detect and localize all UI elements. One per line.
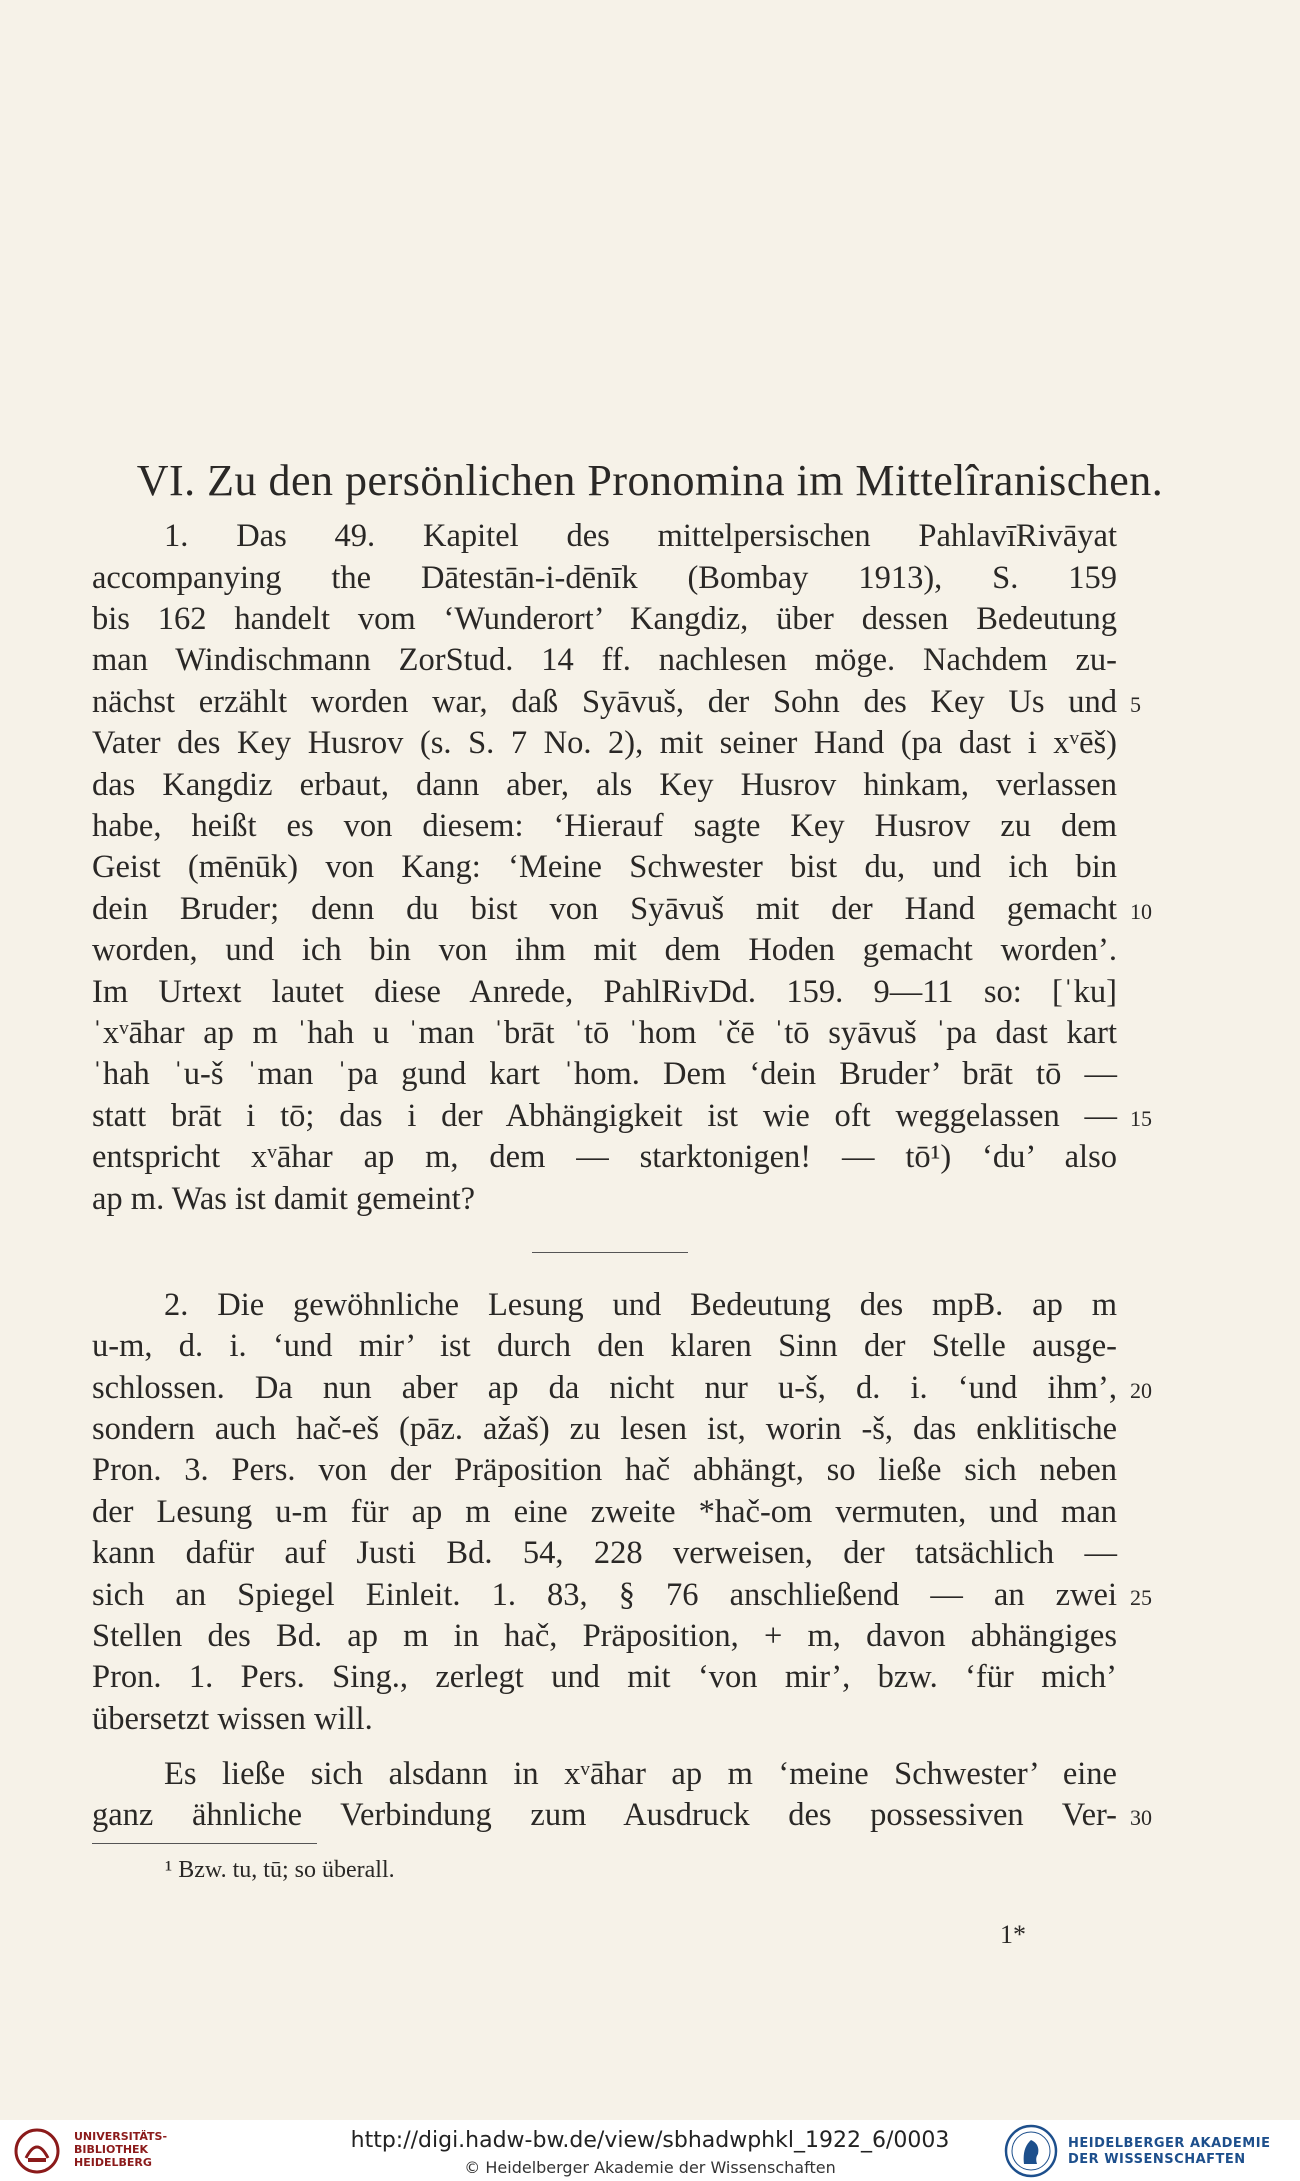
- signature-mark: 1*: [1000, 1920, 1026, 1949]
- text-line: nächst erzählt worden war, daß Syāvuš, der Sohn des Key Us und: [92, 684, 1117, 720]
- page-heading: VI. Zu den persönlichen Pronomina im Mittelîranischen.: [136, 456, 1164, 505]
- viewer-footer: [0, 2120, 1300, 2181]
- text-line: statt brāt i tō; das i der Abhängigkeit ist wie oft weggelassen —: [92, 1098, 1117, 1134]
- section-divider: [532, 1252, 688, 1253]
- text-line: sich an Spiegel Einleit. 1. 83, § 76 anschließend — an zwei: [92, 1577, 1117, 1613]
- text-line: das Kangdiz erbaut, dann aber, als Key Husrov hinkam, verlassen: [92, 767, 1117, 803]
- text-line: ap m. Was ist damit gemeint?: [92, 1181, 476, 1217]
- line-number: 30: [1130, 1805, 1152, 1830]
- text-line: der Lesung u-m für ap m eine zweite *hač-om vermuten, und man: [92, 1494, 1117, 1530]
- line-number: 10: [1130, 899, 1152, 924]
- text-line: schlossen. Da nun aber ap da nicht nur u-š, d. i. ‘und ihm’,: [92, 1370, 1117, 1406]
- text-line: Vater des Key Husrov (s. S. 7 No. 2), mit seiner Hand (pa dast i xᵛēš): [92, 725, 1117, 761]
- university-library-name: UNIVERSITÄTS- BIBLIOTHEK HEIDELBERG: [74, 2130, 168, 2169]
- copyright-text: © Heidelberger Akademie der Wissenschaften: [464, 2158, 836, 2177]
- text-line: kann dafür auf Justi Bd. 54, 228 verweisen, der tatsächlich —: [92, 1535, 1117, 1571]
- text-line: man Windischmann ZorStud. 14 ff. nachlesen möge. Nachdem zu-: [92, 642, 1117, 678]
- text-line: ganz ähnliche Verbindung zum Ausdruck des possessiven Ver-: [92, 1797, 1117, 1833]
- text-line: Im Urtext lautet diese Anrede, PahlRivDd. 159. 9—11 so: [ˈku]: [92, 974, 1117, 1010]
- text-line: u-m, d. i. ‘und mir’ ist durch den klaren Sinn der Stelle ausge-: [92, 1328, 1117, 1364]
- line-number: 25: [1130, 1585, 1152, 1610]
- text-line: 2. Die gewöhnliche Lesung und Bedeutung des mpB. ap m: [164, 1287, 1117, 1323]
- text-line: dein Bruder; denn du bist von Syāvuš mit der Hand gemacht: [92, 891, 1117, 927]
- academy-seal-icon: [1004, 2124, 1058, 2178]
- text-line: sondern auch hač-eš (pāz. ažaš) zu lesen ist, worin -š, das enklitische: [92, 1411, 1117, 1447]
- line-number: 20: [1130, 1378, 1152, 1403]
- text-line: Pron. 3. Pers. von der Präposition hač abhängt, so ließe sich neben: [92, 1452, 1117, 1488]
- text-line: habe, heißt es von diesem: ‘Hierauf sagte Key Husrov zu dem: [92, 808, 1117, 844]
- line-number: 15: [1130, 1106, 1152, 1131]
- text-line: bis 162 handelt vom ‘Wunderort’ Kangdiz, über dessen Bedeutung: [92, 601, 1117, 637]
- line-number: 5: [1130, 692, 1141, 717]
- academy-name: HEIDELBERGER AKADEMIE DER WISSENSCHAFTEN: [1068, 2136, 1271, 2167]
- text-line: ˈxᵛāhar ap m ˈhah u ˈman ˈbrāt ˈtō ˈhom ˈčē ˈtō syāvuš ˈpa dast kart: [92, 1015, 1117, 1051]
- text-line: 1. Das 49. Kapitel des mittelpersischen PahlavīRivāyat: [164, 518, 1117, 554]
- text-line: worden, und ich bin von ihm mit dem Hoden gemacht worden’.: [92, 932, 1117, 968]
- text-line: übersetzt wissen will.: [92, 1701, 373, 1737]
- text-line: Pron. 1. Pers. Sing., zerlegt und mit ‘von mir’, bzw. ‘für mich’: [92, 1659, 1117, 1695]
- text-line: Geist (mēnūk) von Kang: ‘Meine Schwester bist du, und ich bin: [92, 849, 1117, 885]
- page-url-link[interactable]: http://digi.hadw-bw.de/view/sbhadwphkl_1922_6/0003: [350, 2128, 950, 2153]
- text-line: entspricht xᵛāhar ap m, dem — starktonigen! — tō¹) ‘du’ also: [92, 1139, 1117, 1175]
- text-line: accompanying the Dātestān-i-dēnīk (Bombay 1913), S. 159: [92, 560, 1117, 596]
- text-line: Es ließe sich alsdann in xᵛāhar ap m ‘meine Schwester’ eine: [164, 1756, 1117, 1792]
- text-line: Stellen des Bd. ap m in hač, Präposition, + m, davon abhängiges: [92, 1618, 1117, 1654]
- footnote: ¹ Bzw. tu, tū; so überall.: [165, 1857, 395, 1883]
- text-line: ˈhah ˈu-š ˈman ˈpa gund kart ˈhom. Dem ‘dein Bruder’ brāt tō —: [92, 1056, 1117, 1092]
- footnote-divider: [92, 1843, 317, 1844]
